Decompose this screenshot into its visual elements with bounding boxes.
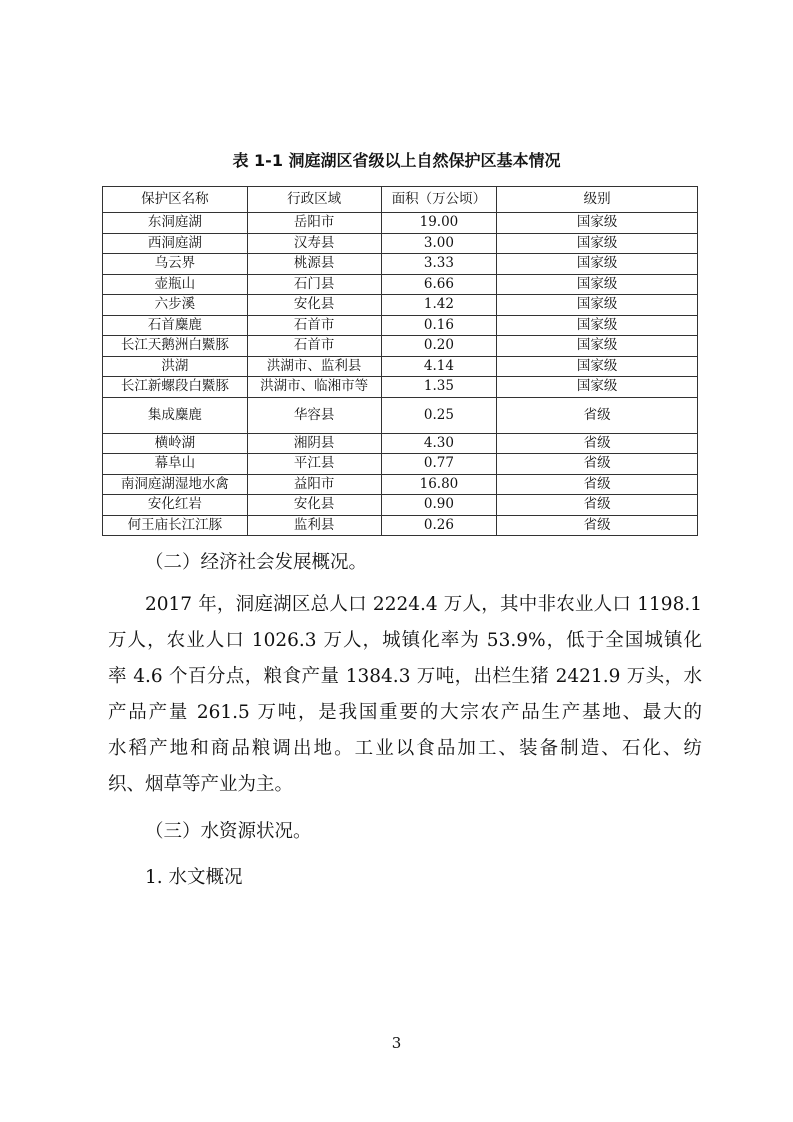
table-row bbox=[103, 495, 698, 516]
table-cell: 石首市 bbox=[247, 315, 381, 336]
table-cell: 4.14 bbox=[381, 356, 497, 377]
table-cell: 4.30 bbox=[381, 433, 497, 454]
table-cell: 国家级 bbox=[497, 274, 698, 295]
table-cell: 华容县 bbox=[247, 397, 381, 433]
table-cell: 南洞庭湖湿地水禽 bbox=[103, 474, 248, 495]
table-row bbox=[103, 454, 698, 475]
table-cell: 桃源县 bbox=[247, 254, 381, 275]
table-cell: 省级 bbox=[497, 495, 698, 516]
paragraph-line: 万人，农业人口 1026.3 万人，城镇化率为 53.9%，低于全国城镇化 bbox=[108, 630, 702, 651]
nature-reserve-table bbox=[102, 186, 698, 536]
table-cell: 西洞庭湖 bbox=[103, 233, 248, 254]
table-cell: 长江天鹅洲白鱀豚 bbox=[103, 336, 248, 357]
table-row bbox=[103, 377, 698, 398]
table-cell: 洪湖市、临湘市等 bbox=[247, 377, 381, 398]
table-row bbox=[103, 356, 698, 377]
table-cell: 石首麋鹿 bbox=[103, 315, 248, 336]
table-cell: 平江县 bbox=[247, 454, 381, 475]
table-cell: 16.80 bbox=[381, 474, 497, 495]
table-cell: 国家级 bbox=[497, 233, 698, 254]
table-cell: 湘阴县 bbox=[247, 433, 381, 454]
table-cell: 国家级 bbox=[497, 213, 698, 234]
table-cell: 汉寿县 bbox=[247, 233, 381, 254]
table-header-row bbox=[103, 187, 698, 213]
subheading-hydrology: 1. 水文概况 bbox=[145, 867, 243, 888]
table-cell: 国家级 bbox=[497, 295, 698, 316]
column-header: 级别 bbox=[497, 187, 698, 213]
table-row bbox=[103, 254, 698, 275]
table-cell: 6.66 bbox=[381, 274, 497, 295]
table-cell: 国家级 bbox=[497, 336, 698, 357]
table-row bbox=[103, 315, 698, 336]
table-cell: 国家级 bbox=[497, 254, 698, 275]
table-cell: 石门县 bbox=[247, 274, 381, 295]
table-row bbox=[103, 474, 698, 495]
paragraph-line: 织、烟草等产业为主。 bbox=[108, 774, 294, 795]
table-cell: 壶瓶山 bbox=[103, 274, 248, 295]
paragraph-line: 率 4.6 个百分点，粮食产量 1384.3 万吨，出栏生猪 2421.9 万头，水 bbox=[108, 666, 702, 687]
table-cell: 省级 bbox=[497, 474, 698, 495]
table-cell: 益阳市 bbox=[247, 474, 381, 495]
paragraph-line: 2017 年，洞庭湖区总人口 2224.4 万人，其中非农业人口 1198.1 bbox=[145, 594, 702, 615]
table-cell: 安化红岩 bbox=[103, 495, 248, 516]
paragraph-line: 水稻产地和商品粮调出地。工业以食品加工、装备制造、石化、纺 bbox=[108, 738, 702, 759]
table-cell: 横岭湖 bbox=[103, 433, 248, 454]
table-cell: 岳阳市 bbox=[247, 213, 381, 234]
page-number: 3 bbox=[391, 1034, 402, 1052]
column-header: 保护区名称 bbox=[103, 187, 248, 213]
table-row bbox=[103, 433, 698, 454]
table-row bbox=[103, 213, 698, 234]
table-cell: 1.35 bbox=[381, 377, 497, 398]
table-cell: 1.42 bbox=[381, 295, 497, 316]
column-header: 面积（万公顷） bbox=[381, 187, 497, 213]
paragraph-line: 产品产量 261.5 万吨，是我国重要的大宗农产品生产基地、最大的 bbox=[108, 702, 702, 723]
table-cell: 长江新螺段白鱀豚 bbox=[103, 377, 248, 398]
table-cell: 六步溪 bbox=[103, 295, 248, 316]
table-cell: 省级 bbox=[497, 433, 698, 454]
table-cell: 0.26 bbox=[381, 515, 497, 536]
table-cell: 省级 bbox=[497, 515, 698, 536]
table-cell: 安化县 bbox=[247, 495, 381, 516]
table-cell: 国家级 bbox=[497, 377, 698, 398]
table-row bbox=[103, 233, 698, 254]
table-cell: 安化县 bbox=[247, 295, 381, 316]
table-row bbox=[103, 397, 698, 433]
section-heading-water: （三）水资源状况。 bbox=[145, 821, 312, 842]
table-cell: 洪湖 bbox=[103, 356, 248, 377]
table-cell: 集成麋鹿 bbox=[103, 397, 248, 433]
table-cell: 3.00 bbox=[381, 233, 497, 254]
table-row bbox=[103, 274, 698, 295]
table-cell: 石首市 bbox=[247, 336, 381, 357]
table-cell: 省级 bbox=[497, 454, 698, 475]
table-row bbox=[103, 336, 698, 357]
table-cell: 幕阜山 bbox=[103, 454, 248, 475]
column-header: 行政区域 bbox=[247, 187, 381, 213]
table-cell: 乌云界 bbox=[103, 254, 248, 275]
table-cell: 省级 bbox=[497, 397, 698, 433]
table-row bbox=[103, 515, 698, 536]
table-cell: 0.16 bbox=[381, 315, 497, 336]
table-cell: 19.00 bbox=[381, 213, 497, 234]
table-row bbox=[103, 295, 698, 316]
table-cell: 监利县 bbox=[247, 515, 381, 536]
table-cell: 国家级 bbox=[497, 356, 698, 377]
table-caption: 表 1-1 洞庭湖区省级以上自然保护区基本情况 bbox=[232, 151, 561, 170]
table-cell: 东洞庭湖 bbox=[103, 213, 248, 234]
table-cell: 0.77 bbox=[381, 454, 497, 475]
table-cell: 洪湖市、监利县 bbox=[247, 356, 381, 377]
table-cell: 0.25 bbox=[381, 397, 497, 433]
table-cell: 0.90 bbox=[381, 495, 497, 516]
table-cell: 3.33 bbox=[381, 254, 497, 275]
table-cell: 何王庙长江江豚 bbox=[103, 515, 248, 536]
section-heading-economy: （二）经济社会发展概况。 bbox=[145, 552, 368, 573]
table-cell: 0.20 bbox=[381, 336, 497, 357]
table-cell: 国家级 bbox=[497, 315, 698, 336]
